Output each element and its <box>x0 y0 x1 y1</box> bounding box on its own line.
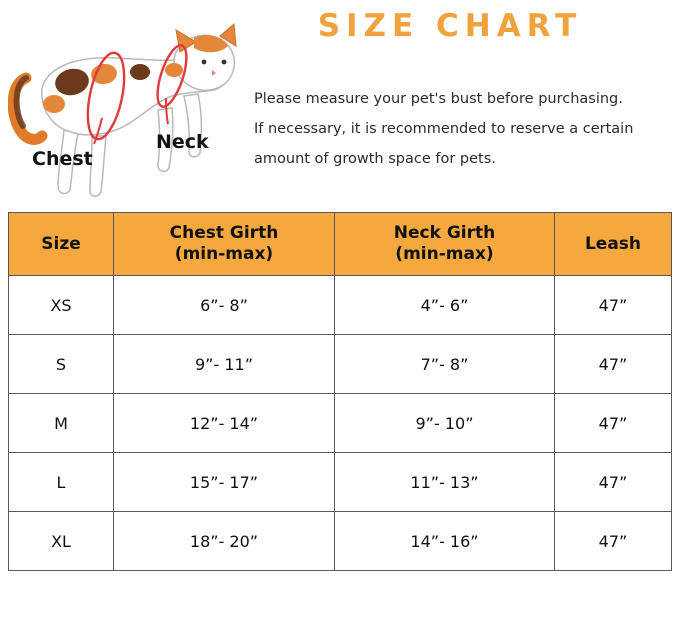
cell-size: XL <box>9 512 114 571</box>
table-header <box>9 213 672 276</box>
cell-neck: 4”- 6” <box>335 276 555 335</box>
cat-illustration <box>8 18 248 208</box>
cell-neck: 7”- 8” <box>335 335 555 394</box>
cell-leash: 47” <box>555 276 672 335</box>
column-header-chest-sub: (min-max) <box>174 244 274 264</box>
chest-label: Chest <box>32 148 93 170</box>
cell-leash: 47” <box>555 512 672 571</box>
cat-drawing-icon <box>8 18 248 208</box>
table-row <box>9 453 672 512</box>
table-header-row <box>9 213 672 276</box>
column-header-chest <box>114 213 335 276</box>
neck-label: Neck <box>156 131 209 153</box>
page-title: SIZE CHART <box>317 8 583 44</box>
size-chart-table <box>8 212 672 571</box>
intro-line-2: If necessary, it is recommended to reserve a certain <box>254 121 634 137</box>
intro-text <box>254 84 666 174</box>
cell-size: S <box>9 335 114 394</box>
cell-chest: 12”- 14” <box>114 394 335 453</box>
header-section <box>0 0 679 212</box>
column-header-neck-sub: (min-max) <box>395 244 494 264</box>
cell-leash: 47” <box>555 453 672 512</box>
cell-leash: 47” <box>555 335 672 394</box>
table-row <box>9 276 672 335</box>
cell-chest: 18”- 20” <box>114 512 335 571</box>
table-row <box>9 394 672 453</box>
column-header-leash <box>555 213 672 276</box>
intro-line-1: Please measure your pet's bust before purchasing. <box>254 91 623 107</box>
cell-chest: 15”- 17” <box>114 453 335 512</box>
intro-line-3: amount of growth space for pets. <box>254 151 496 167</box>
table-row <box>9 512 672 571</box>
column-header-size-main: Size <box>41 233 81 254</box>
column-header-neck <box>335 213 555 276</box>
cell-chest: 6”- 8” <box>114 276 335 335</box>
table-row <box>9 335 672 394</box>
table-body <box>9 276 672 571</box>
column-header-neck-main: Neck Girth <box>393 223 496 243</box>
cell-size: L <box>9 453 114 512</box>
cell-size: M <box>9 394 114 453</box>
column-header-chest-main: Chest Girth <box>169 223 279 243</box>
cell-neck: 9”- 10” <box>335 394 555 453</box>
cell-chest: 9”- 11” <box>114 335 335 394</box>
column-header-leash-main: Leash <box>584 233 642 254</box>
column-header-size <box>9 213 114 276</box>
cell-neck: 14”- 16” <box>335 512 555 571</box>
cell-leash: 47” <box>555 394 672 453</box>
cell-neck: 11”- 13” <box>335 453 555 512</box>
cell-size: XS <box>9 276 114 335</box>
